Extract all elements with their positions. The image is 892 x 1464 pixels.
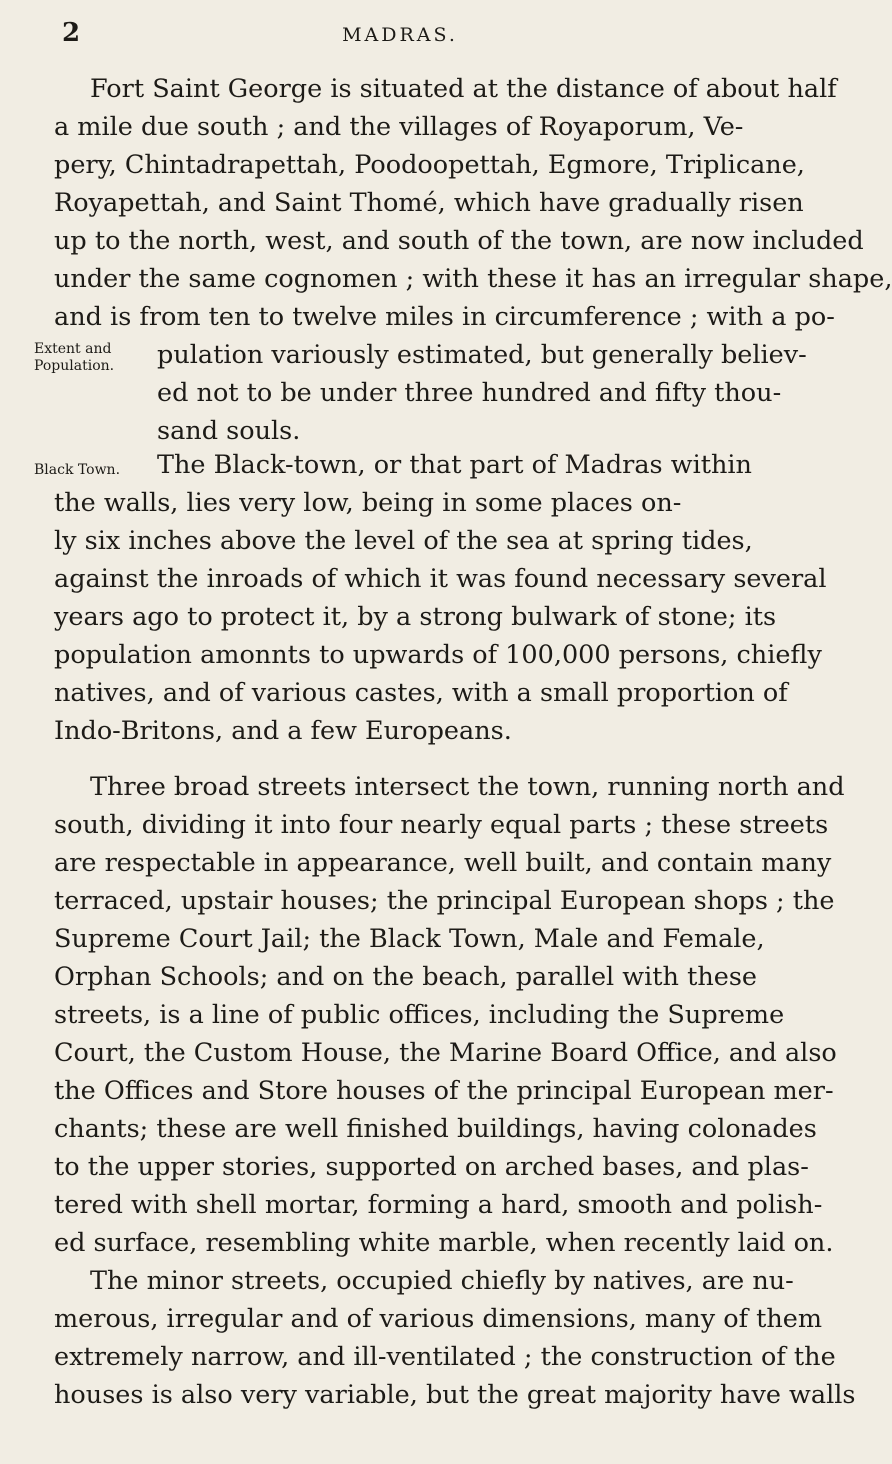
text-line: natives, and of various castes, with a small proportion of: [54, 678, 788, 708]
text-line: merous, irregular and of various dimensions, many of them: [54, 1304, 823, 1334]
text-line: are respectable in appearance, well built, and contain many: [54, 848, 832, 878]
margin-note-line: Population.: [34, 358, 115, 374]
text-line: sand souls.: [157, 416, 301, 446]
text-line: Three broad streets intersect the town, running north and: [90, 772, 845, 802]
page-number: 2: [62, 18, 81, 48]
page-header: [0, 18, 800, 54]
text-line: up to the north, west, and south of the town, are now included: [54, 226, 864, 256]
margin-note-extent: [34, 341, 154, 375]
text-line: tered with shell mortar, forming a hard, smooth and polish-: [54, 1190, 823, 1220]
text-line: Indo-Britons, and a few Europeans.: [54, 716, 512, 746]
text-line: the walls, lies very low, being in some places on-: [54, 488, 682, 518]
paragraph-population-continued: [157, 336, 807, 450]
text-line: pery, Chintadrapettah, Poodoopettah, Egmore, Triplicane,: [54, 150, 805, 180]
text-line: chants; these are well finished buildings, having colonades: [54, 1114, 817, 1144]
text-line: south, dividing it into four nearly equal parts ; these streets: [54, 810, 829, 840]
text-line: a mile due south ; and the villages of Royaporum, Ve-: [54, 112, 744, 142]
text-line: Supreme Court Jail; the Black Town, Male and Female,: [54, 924, 765, 954]
text-line: terraced, upstair houses; the principal European shops ; the: [54, 886, 835, 916]
text-line: ed surface, resembling white marble, when recently laid on.: [54, 1228, 834, 1258]
margin-note-line: Extent and: [34, 341, 112, 357]
text-line: under the same cognomen ; with these it has an irregular shape,: [54, 264, 892, 294]
text-line: houses is also very variable, but the great majority have walls: [54, 1380, 856, 1410]
text-line: ed not to be under three hundred and fifty thou-: [157, 378, 782, 408]
text-line: pulation variously estimated, but generally believ-: [157, 340, 807, 370]
text-line: years ago to protect it, by a strong bulwark of stone; its: [54, 602, 777, 632]
margin-note-line: Black Town.: [34, 462, 121, 478]
text-line: to the upper stories, supported on arched bases, and plas-: [54, 1152, 809, 1182]
text-line: ly six inches above the level of the sea at spring tides,: [54, 526, 753, 556]
text-line: Royapettah, and Saint Thomé, which have gradually risen: [54, 188, 804, 218]
text-line: Court, the Custom House, the Marine Board Office, and also: [54, 1038, 837, 1068]
paragraph-minor-streets: [54, 1262, 856, 1414]
text-line: against the inroads of which it was found necessary several: [54, 564, 827, 594]
text-line: Orphan Schools; and on the beach, parallel with these: [54, 962, 758, 992]
text-line: The minor streets, occupied chiefly by natives, are nu-: [90, 1266, 794, 1296]
text-line: The Black-town, or that part of Madras within: [157, 450, 752, 480]
text-line: streets, is a line of public offices, including the Supreme: [54, 1000, 785, 1030]
paragraph-black-town: [54, 446, 827, 750]
paragraph-broad-streets: [54, 768, 845, 1262]
paragraph-fort-saint-george: [54, 70, 892, 336]
text-line: and is from ten to twelve miles in circumference ; with a po-: [54, 302, 835, 332]
text-line: extremely narrow, and ill-ventilated ; the construction of the: [54, 1342, 836, 1372]
text-line: Fort Saint George is situated at the distance of about half: [90, 74, 837, 104]
running-head: MADRAS.: [342, 24, 458, 46]
text-line: the Offices and Store houses of the principal European mer-: [54, 1076, 834, 1106]
text-line: population amonnts to upwards of 100,000 persons, chiefly: [54, 640, 822, 670]
